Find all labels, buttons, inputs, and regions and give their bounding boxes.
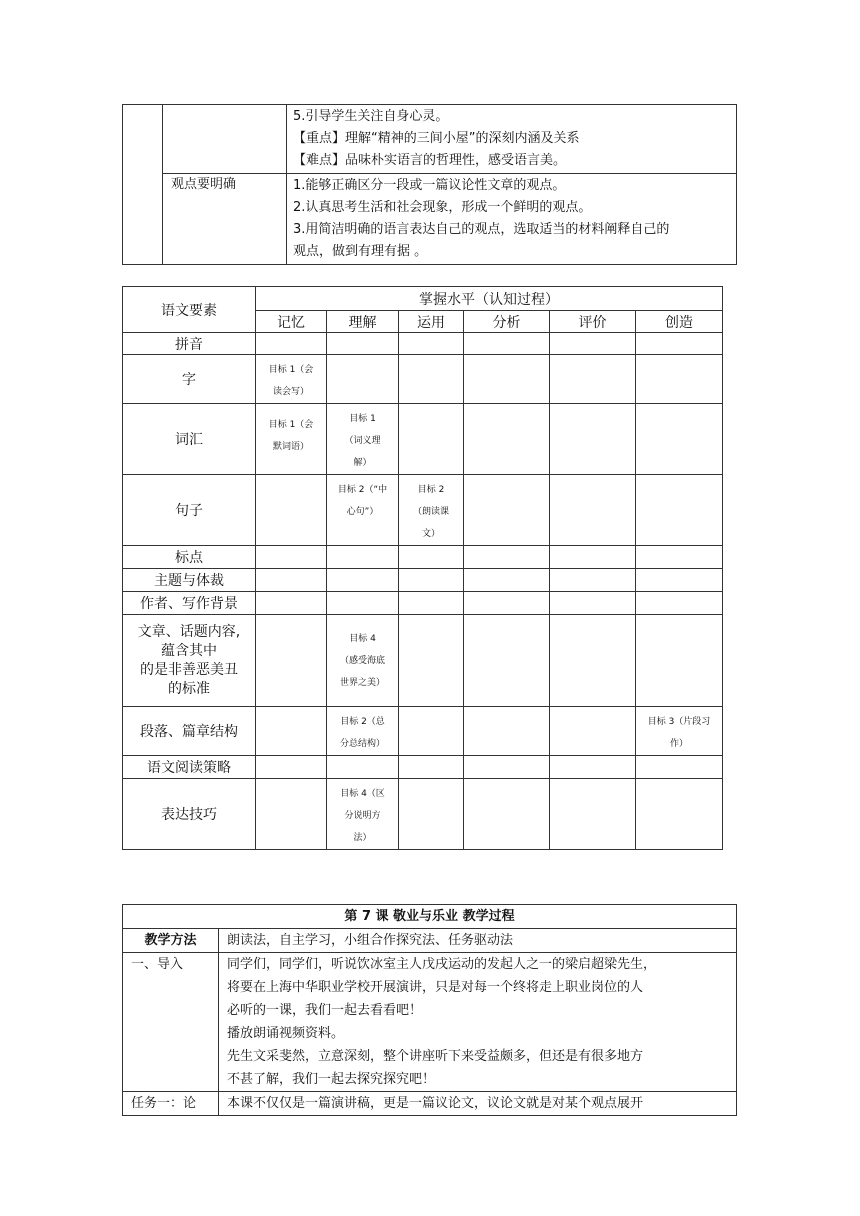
level-header: 理解 [327,311,399,333]
viewpoint-line: 观点，做到有理有据 。 [293,244,428,259]
cognitive-level-table [122,286,723,850]
viewpoint-line: 2.认真思考生活和社会现象，形成一个鲜明的观点。 [293,200,592,215]
objective-line: 5.引导学生关注自身心灵。 [293,109,449,124]
row-label-line: 文章、话题内容, [137,623,241,640]
row-label-zi: 字 [123,355,256,404]
row-label-jiqiao: 表达技巧 [123,779,256,850]
viewpoint-line: 3.用简洁明确的语言表达自己的观点，选取适当的材料阐释自己的 [293,222,670,237]
target-cell [327,779,399,850]
intro-line: 先生文采斐然，立意深刻，整个讲座听下来受益颇多，但还是有很多地方 [227,1049,644,1064]
target-line: （感受海底 [339,655,385,666]
objective-cell [287,105,737,174]
target-line: （词义理 [344,436,381,446]
target-cell [327,615,399,707]
row-label-zuozhe: 作者、写作背景 [123,592,256,615]
method-value: 朗读法，自主学习，小组合作探究法、任务驱动法 [219,929,737,953]
viewpoint-label: 观点要明确 [163,174,287,265]
target-cell [327,475,399,546]
row-label-celue: 语文阅读策略 [123,756,256,779]
target-cell [327,707,399,756]
level-header: 创造 [636,311,723,333]
row-label-line: 的标准 [168,680,210,697]
intro-line: 不甚了解，我们一起去探究探究吧！ [227,1072,436,1087]
target-cell [327,404,399,475]
key-point-line: 【重点】理解“精神的三间小屋”的深刻内涵及关系 [293,131,580,146]
row-label-juzi: 句子 [123,475,256,546]
row-label-cihui: 词汇 [123,404,256,475]
target-line: 作） [669,739,688,749]
target-line: 文） [421,529,440,539]
intro-line: 同学们，同学们，听说饮冰室主人戊戌运动的发起人之一的梁启超梁先生， [227,957,657,972]
group-header: 掌握水平（认知过程） [256,287,723,311]
intro-content [219,953,737,1092]
target-line: 法） [353,833,372,843]
row-label-line: 的是非善恶美丑 [140,661,238,678]
row-label-pinyin: 拼音 [123,333,256,355]
target-line: 目标 2（总 [340,717,385,727]
target-line: 世界之美） [339,677,385,688]
target-line: 分总结构） [339,739,385,749]
row-label-zhuti: 主题与体裁 [123,569,256,592]
target-cell [399,475,464,546]
target-line: 目标 1（会 [268,365,314,375]
task-label: 任务一：论 [123,1092,219,1116]
target-line: 目标 4（区 [340,789,385,799]
level-header: 分析 [464,311,550,333]
target-line: 目标 1 [349,414,376,424]
row-label-wenzhang [123,615,256,707]
blank-label-cell [163,105,287,174]
intro-line: 播放朗诵视频资料。 [227,1026,345,1041]
row-label-biaodian: 标点 [123,546,256,569]
process-title: 第 7 课 敬业与乐业 教学过程 [123,905,737,929]
row-label-duanluo: 段落、篇章结构 [123,707,256,756]
difficulty-line: 【难点】品味朴实语言的哲理性，感受语言美。 [293,153,567,168]
level-header: 记忆 [256,311,327,333]
task-content: 本课不仅仅是一篇演讲稿，更是一篇议论文，议论文就是对某个观点展开 [219,1092,737,1116]
target-cell [256,355,327,404]
viewpoint-line: 1.能够正确区分一段或一篇议论性文章的观点。 [293,178,566,193]
target-line: 解） [353,458,372,468]
intro-line: 必听的一课，我们一起去看看吧！ [227,1003,423,1018]
level-header: 评价 [550,311,636,333]
teaching-process-table [122,904,737,1116]
target-line: 目标 3（片段习 [647,717,711,727]
blank-column [123,105,163,265]
viewpoint-cell [287,174,737,265]
target-line: 目标 4 [349,633,376,644]
target-cell [636,707,723,756]
target-line: （朗读课 [412,507,449,517]
method-label: 教学方法 [123,929,219,953]
intro-line: 将要在上海中华职业学校开展演讲，只是对每一个终将走上职业岗位的人 [227,980,644,995]
target-cell [256,404,327,475]
objectives-table [122,104,737,265]
target-line: 默词语） [272,442,309,452]
intro-label: 一、导入 [123,953,219,1092]
row-label-line: 蕴含其中 [161,642,217,659]
target-line: 读会写） [272,387,309,397]
target-line: 分说明方 [344,811,381,821]
target-line: 目标 2 [417,485,445,495]
target-line: 目标 2（“中 [337,485,388,495]
target-line: 心句”） [346,507,379,517]
corner-header: 语文要素 [123,287,256,333]
level-header: 运用 [399,311,464,333]
target-line: 目标 1（会 [268,420,314,430]
